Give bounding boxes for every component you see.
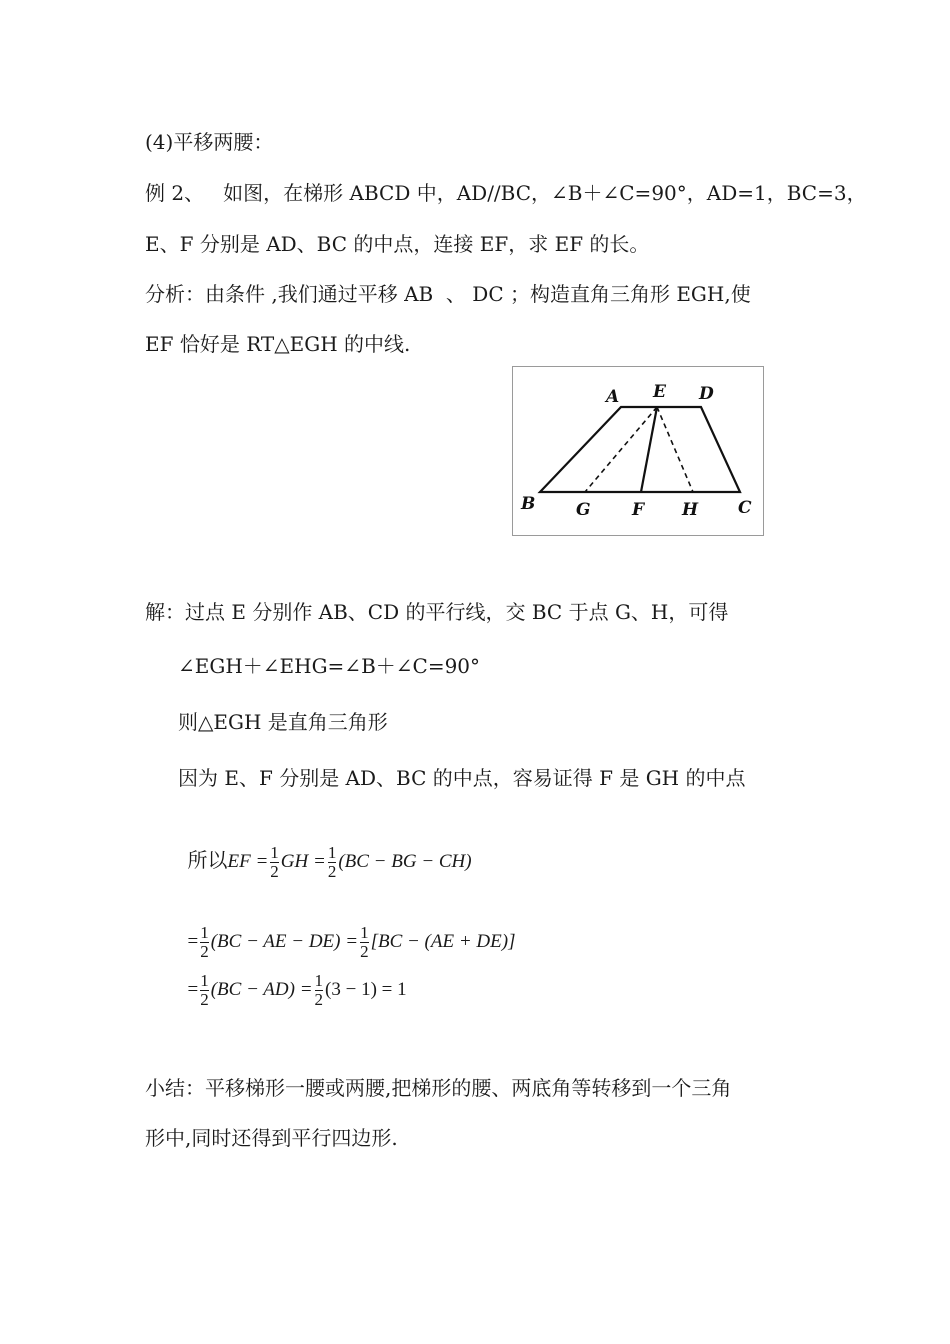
- label-f: F: [632, 500, 645, 520]
- equation-3: [178, 950, 407, 1009]
- segment-eg-dashed: [585, 407, 657, 492]
- eq1-part-a: EF =: [227, 851, 269, 872]
- half-fraction: $\frac{1}{2}$: [270, 843, 279, 882]
- half-fraction: $\frac{1}{2}$: [314, 971, 324, 1009]
- label-c: C: [738, 498, 752, 518]
- label-e: E: [653, 382, 666, 402]
- segment-eh-dashed: [657, 407, 693, 492]
- eq2-part-b: (BC − AE − DE) =: [210, 930, 359, 952]
- label-h: H: [682, 500, 699, 520]
- solution-line-3: 则△EGH 是直角三角形: [178, 710, 388, 734]
- eq3-part-b: (BC − AD) =: [210, 978, 313, 1000]
- solution-line-1: 解：过点 E 分别作 AB、CD 的平行线，交 BC 于点 G、H，可得: [145, 600, 729, 624]
- trapezoid-diagram: [513, 367, 763, 535]
- half-fraction: $\frac{1}{2}$: [327, 843, 337, 882]
- example-line-1: 例 2、 如图，在梯形 ABCD 中，AD//BC，∠B＋∠C=90°，AD=1，BC=3，: [145, 181, 867, 205]
- summary-line-2: 形中,同时还得到平行四边形.: [145, 1126, 398, 1150]
- label-d: D: [699, 384, 714, 404]
- segment-ef: [641, 407, 657, 492]
- equation-1: [178, 822, 472, 881]
- summary-line-1: 小结：平移梯形一腰或两腰,把梯形的腰、两底角等转移到一个三角: [145, 1076, 732, 1100]
- half-fraction: $\frac{1}{2}$: [200, 971, 209, 1009]
- eq1-part-b: GH =: [280, 851, 326, 872]
- solution-line-2: ∠EGH＋∠EHG=∠B＋∠C=90°: [178, 654, 481, 678]
- eq2-part-a: =: [187, 930, 199, 952]
- half-fraction: $\frac{1}{2}$: [360, 923, 369, 961]
- eq3-part-a: =: [187, 978, 199, 1000]
- eq3-part-c: (3 − 1) = 1: [325, 978, 407, 1000]
- example-line-2: E、F 分别是 AD、BC 的中点，连接 EF，求 EF 的长。: [145, 232, 650, 256]
- math-prefix: 所以: [187, 848, 228, 872]
- solution-line-4: 因为 E、F 分别是 AD、BC 的中点，容易证得 F 是 GH 的中点: [178, 766, 746, 790]
- trapezoid-abcd: [540, 407, 740, 492]
- eq2-part-c: [BC − (AE + DE)]: [370, 930, 516, 952]
- eq1-part-c: (BC − BG − CH): [338, 851, 472, 872]
- analysis-line-1: 分析：由条件 ,我们通过平移 AB 、 DC ；构造直角三角形 EGH,使: [145, 282, 751, 306]
- label-a: A: [606, 387, 620, 407]
- analysis-line-2: EF 恰好是 RT△EGH 的中线.: [145, 332, 411, 356]
- section-heading: (4)平移两腰：: [145, 130, 274, 154]
- trapezoid-figure: [512, 366, 764, 536]
- label-g: G: [576, 500, 591, 520]
- half-fraction: $\frac{1}{2}$: [200, 923, 209, 961]
- label-b: B: [521, 494, 536, 514]
